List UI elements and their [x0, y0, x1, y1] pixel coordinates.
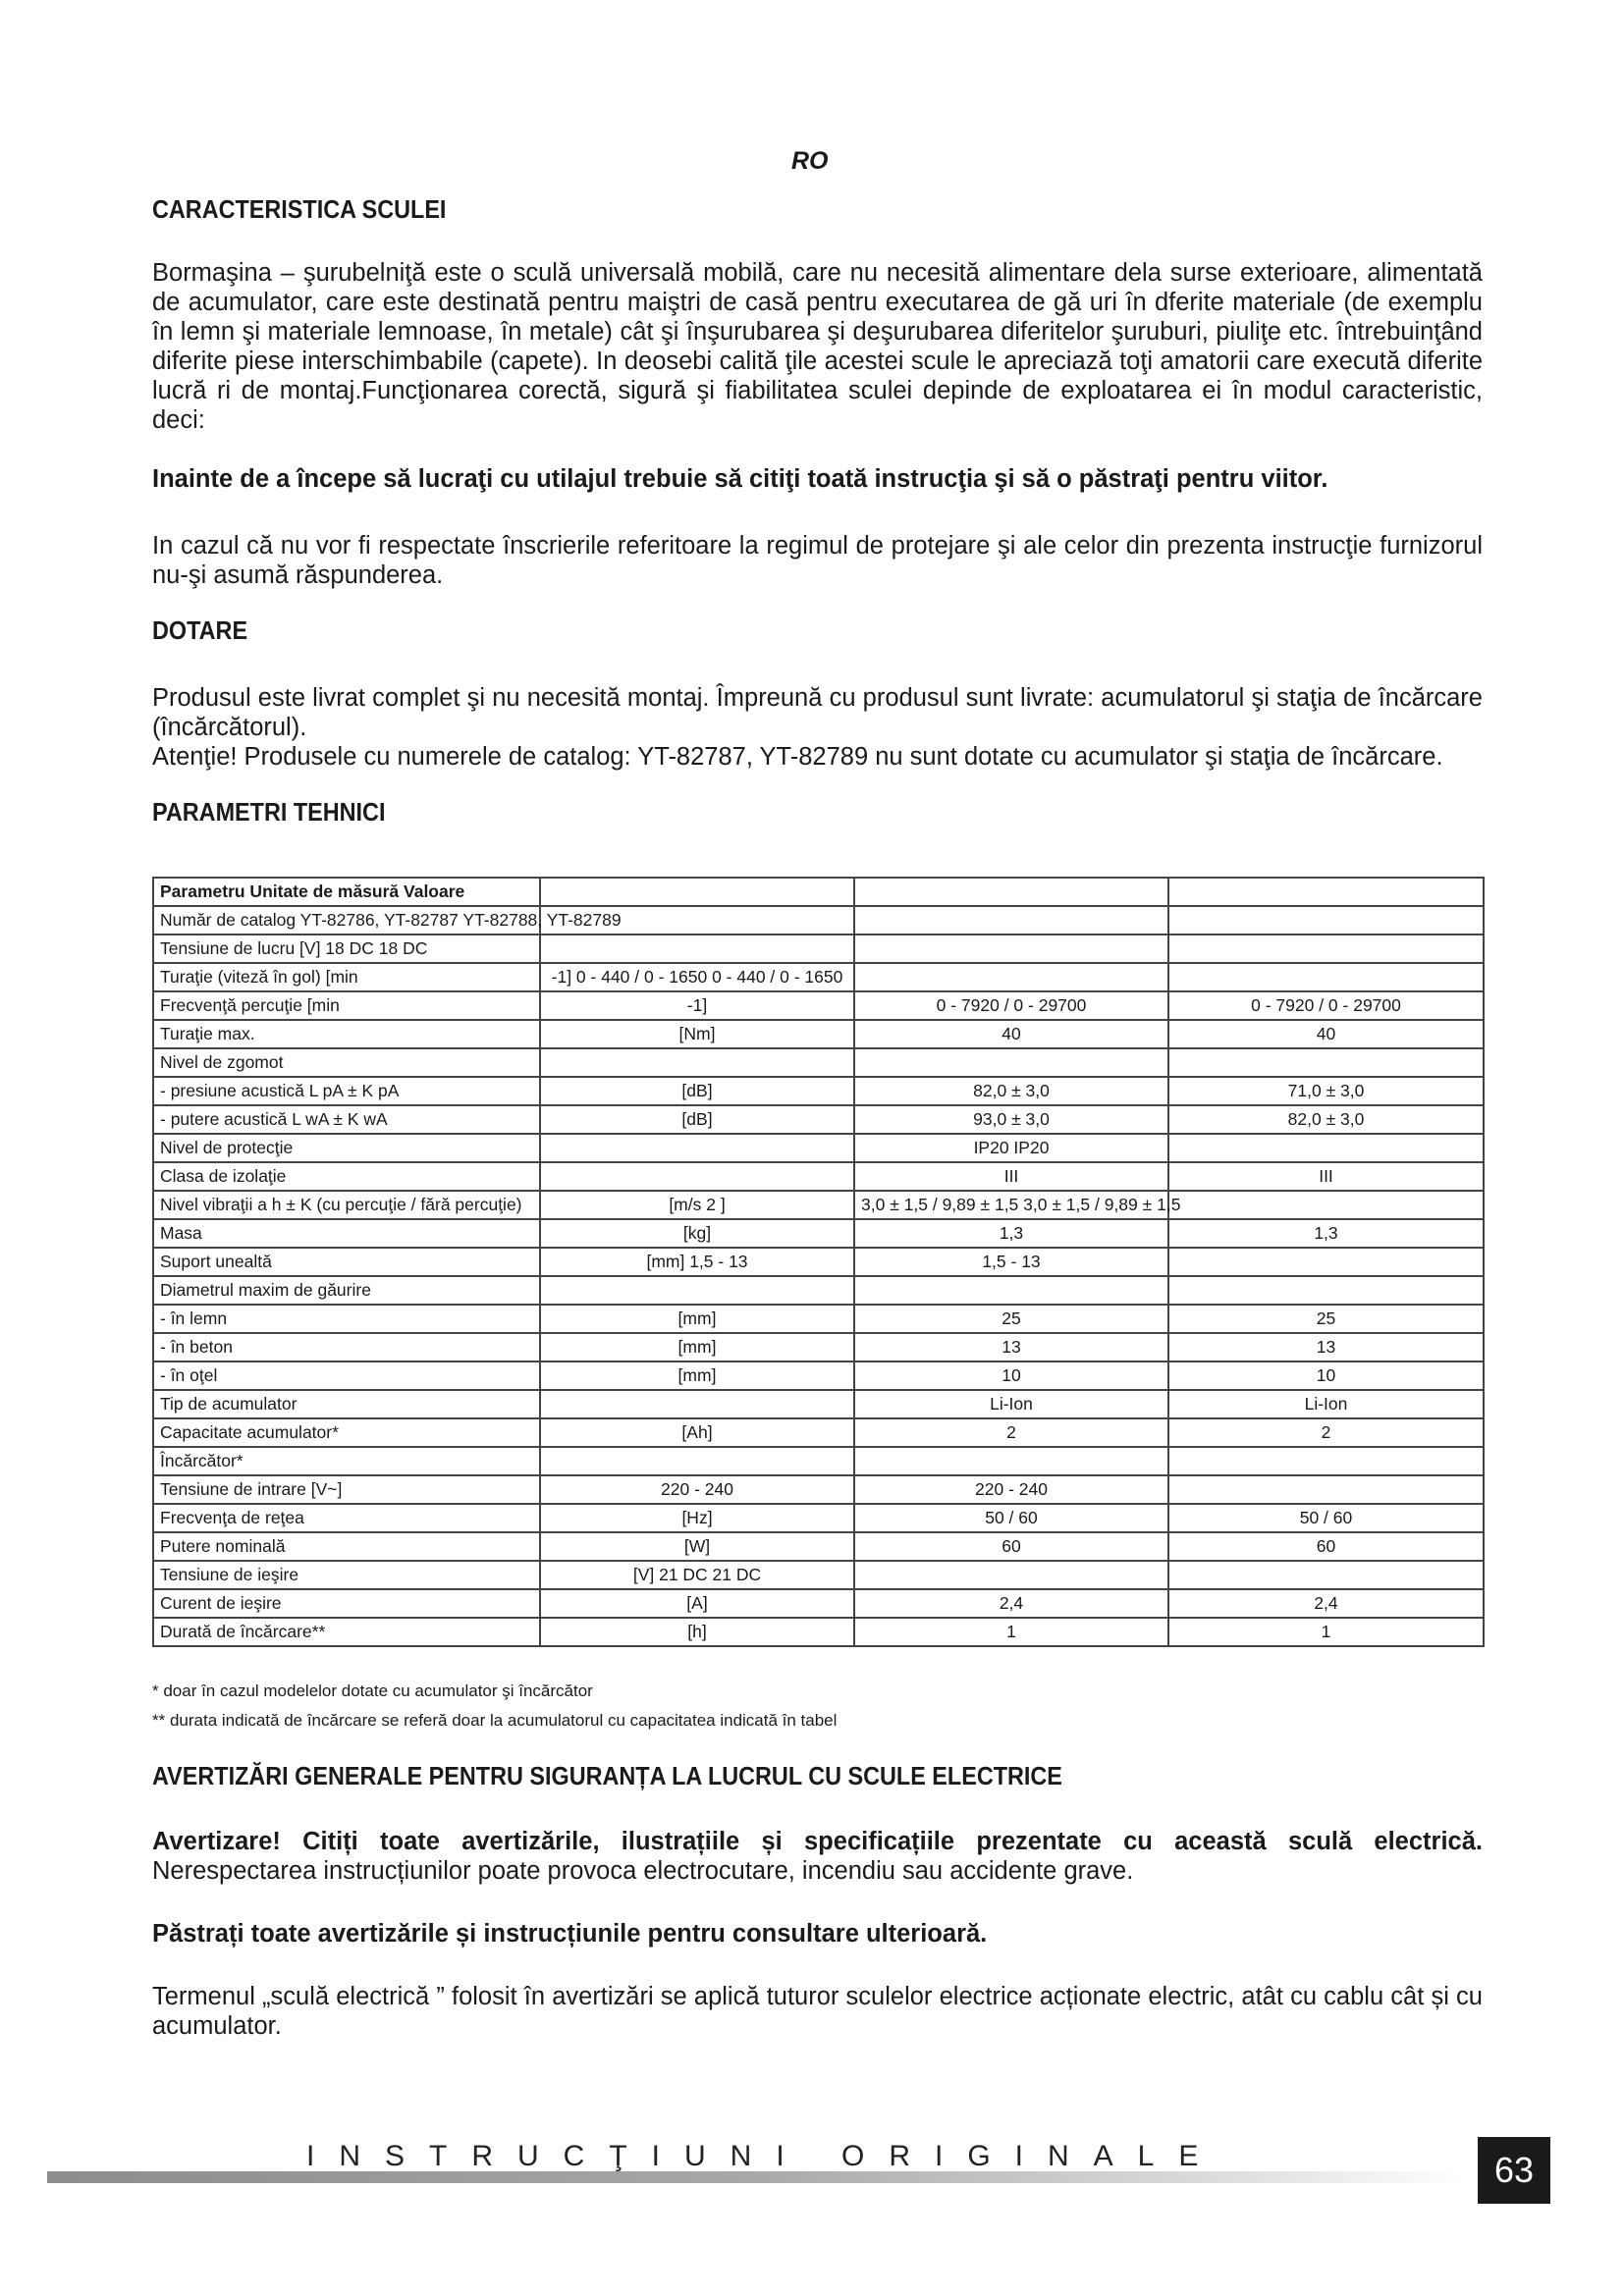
table-cell: [W] — [540, 1532, 854, 1561]
safety-warning — [152, 1827, 1483, 1886]
table-cell: 60 — [854, 1532, 1168, 1561]
table-cell: 2,4 — [854, 1589, 1168, 1618]
table-cell: -1] — [540, 991, 854, 1020]
table-cell: Diametrul maxim de găurire — [153, 1276, 540, 1305]
table-cell: 1 — [1168, 1618, 1484, 1646]
table-cell: 2,4 — [1168, 1589, 1484, 1618]
table-cell: 50 / 60 — [1168, 1504, 1484, 1532]
read-instructions-warning: Inainte de a începe să lucraţi cu utilajul trebuie să citiţi toată instrucţia şi să o păstraţi pentru viitor. — [152, 465, 1328, 493]
table-cell: [V] 21 DC 21 DC — [540, 1561, 854, 1589]
table-row — [153, 1305, 1484, 1333]
table-cell: Încărcător* — [153, 1447, 540, 1475]
table-cell — [540, 1447, 854, 1475]
table-row — [153, 1561, 1484, 1589]
table-cell: 220 - 240 — [854, 1475, 1168, 1504]
safety-warning-rest: Nerespectarea instrucțiunilor poate provoca electrocutare, incendiu sau accidente grave. — [152, 1857, 1134, 1885]
table-cell: 40 — [1168, 1020, 1484, 1048]
table-cell: 1,5 - 13 — [854, 1248, 1168, 1276]
table-row — [153, 1048, 1484, 1077]
table-cell — [854, 1276, 1168, 1305]
table-cell: IP20 IP20 — [854, 1134, 1168, 1162]
table-cell — [854, 878, 1168, 906]
table-row — [153, 1447, 1484, 1475]
table-cell: Număr de catalog YT-82786, YT-82787 YT-82788, YT-82789 — [153, 906, 540, 934]
table-row — [153, 1589, 1484, 1618]
table-cell — [540, 1162, 854, 1191]
table-row — [153, 1362, 1484, 1390]
table-cell: 93,0 ± 3,0 — [854, 1105, 1168, 1134]
table-cell: Tensiune de intrare [V~] — [153, 1475, 540, 1504]
table-row — [153, 1618, 1484, 1646]
table-cell: Li-Ion — [854, 1390, 1168, 1418]
table-cell — [1168, 1048, 1484, 1077]
table-cell — [1168, 1447, 1484, 1475]
table-cell: [mm] — [540, 1305, 854, 1333]
table-cell — [1168, 1134, 1484, 1162]
table-cell: Nivel vibraţii a h ± K (cu percuţie / fără percuţie) — [153, 1191, 540, 1219]
note-charging-time: ** durata indicată de încărcare se referă doar la acumulatorul cu capacitatea indicată în tabel — [152, 1711, 838, 1730]
table-row — [153, 1219, 1484, 1248]
table-row — [153, 963, 1484, 991]
table-cell — [540, 878, 854, 906]
heading-caracteristica: CARACTERISTICA SCULEI — [152, 194, 447, 224]
table-row — [153, 1390, 1484, 1418]
table-cell: [Ah] — [540, 1418, 854, 1447]
table-cell: - în lemn — [153, 1305, 540, 1333]
table-cell: [mm] 1,5 - 13 — [540, 1248, 854, 1276]
table-cell — [854, 963, 1168, 991]
table-cell: [kg] — [540, 1219, 854, 1248]
table-row — [153, 1276, 1484, 1305]
table-cell — [1168, 1191, 1484, 1219]
table-cell: 1,3 — [1168, 1219, 1484, 1248]
table-row — [153, 1418, 1484, 1447]
table-cell: [A] — [540, 1589, 854, 1618]
table-cell: Suport unealtă — [153, 1248, 540, 1276]
table-cell: Durată de încărcare** — [153, 1618, 540, 1646]
table-cell: Parametru Unitate de măsură Valoare — [153, 878, 540, 906]
table-cell: Nivel de zgomot — [153, 1048, 540, 1077]
table-cell: - în beton — [153, 1333, 540, 1362]
table-cell: Frecvenţă percuţie [min — [153, 991, 540, 1020]
table-row — [153, 1191, 1484, 1219]
table-cell — [540, 1134, 854, 1162]
table-row — [153, 1504, 1484, 1532]
table-cell: 82,0 ± 3,0 — [1168, 1105, 1484, 1134]
table-row — [153, 1248, 1484, 1276]
table-cell — [1168, 906, 1484, 934]
table-cell — [1168, 934, 1484, 963]
table-cell: 0 - 7920 / 0 - 29700 — [1168, 991, 1484, 1020]
dotare-paragraph: Produsul este livrat complet şi nu necesită montaj. Împreună cu produsul sunt livrate: acumulatorul şi staţia de încărcare (încărcătorul). — [152, 684, 1483, 741]
table-cell: 13 — [1168, 1333, 1484, 1362]
table-cell: 1,3 — [854, 1219, 1168, 1248]
table-cell: 25 — [1168, 1305, 1484, 1333]
table-row — [153, 1105, 1484, 1134]
table-row — [153, 1532, 1484, 1561]
table-cell: Capacitate acumulator* — [153, 1418, 540, 1447]
table-cell: 60 — [1168, 1532, 1484, 1561]
table-cell — [1168, 963, 1484, 991]
table-cell: Turaţie (viteză în gol) [min — [153, 963, 540, 991]
table-cell: 2 — [1168, 1418, 1484, 1447]
table-cell: 40 — [854, 1020, 1168, 1048]
footer-title: INSTRUCŢIUNI ORIGINALE — [306, 2140, 1223, 2172]
table-cell: 25 — [854, 1305, 1168, 1333]
table-cell: 1 — [854, 1618, 1168, 1646]
table-cell: Tensiune de ieşire — [153, 1561, 540, 1589]
table-cell: [mm] — [540, 1333, 854, 1362]
table-cell — [854, 906, 1168, 934]
table-row — [153, 991, 1484, 1020]
table-cell: 10 — [1168, 1362, 1484, 1390]
table-cell — [540, 1390, 854, 1418]
table-cell: Tip de acumulator — [153, 1390, 540, 1418]
table-cell: 0 - 7920 / 0 - 29700 — [854, 991, 1168, 1020]
table-cell: 2 — [854, 1418, 1168, 1447]
heading-parametri: PARAMETRI TEHNICI — [152, 797, 386, 827]
table-cell — [540, 934, 854, 963]
dotare-attention: Atenţie! Produsele cu numerele de catalog: YT-82787, YT-82789 nu sunt dotate cu acumulator şi staţia de încărcare. — [152, 743, 1443, 771]
table-cell: - în oţel — [153, 1362, 540, 1390]
table-row — [153, 1134, 1484, 1162]
table-cell — [1168, 1276, 1484, 1305]
table-row — [153, 878, 1484, 906]
table-cell — [854, 1048, 1168, 1077]
table-row — [153, 1162, 1484, 1191]
table-cell — [540, 1048, 854, 1077]
table-cell — [1168, 1561, 1484, 1589]
table-row — [153, 1020, 1484, 1048]
table-row — [153, 1077, 1484, 1105]
table-cell: [dB] — [540, 1105, 854, 1134]
table-cell: [Nm] — [540, 1020, 854, 1048]
table-cell — [1168, 1475, 1484, 1504]
table-row — [153, 906, 1484, 934]
technical-parameters-table — [152, 877, 1485, 1647]
table-cell — [854, 1447, 1168, 1475]
table-cell: - putere acustică L wA ± K wA — [153, 1105, 540, 1134]
table-cell: [h] — [540, 1618, 854, 1646]
heading-dotare: DOTARE — [152, 615, 248, 645]
table-cell: [dB] — [540, 1077, 854, 1105]
table-cell: Clasa de izolaţie — [153, 1162, 540, 1191]
table-cell: Putere nominală — [153, 1532, 540, 1561]
table-cell: - presiune acustică L pA ± K pA — [153, 1077, 540, 1105]
table-cell: Masa — [153, 1219, 540, 1248]
language-code: RO — [791, 147, 829, 175]
table-cell: 220 - 240 — [540, 1475, 854, 1504]
table-cell — [1168, 878, 1484, 906]
table-cell: 71,0 ± 3,0 — [1168, 1077, 1484, 1105]
power-tool-term: Termenul „sculă electrică ” folosit în avertizări se aplică tuturor sculelor electrice acționate electric, atât cu cablu cât și cu acumulator. — [152, 1983, 1483, 2040]
table-cell: Frecvenţa de reţea — [153, 1504, 540, 1532]
table-cell: 50 / 60 — [854, 1504, 1168, 1532]
table-cell: Nivel de protecţie — [153, 1134, 540, 1162]
heading-safety: AVERTIZĂRI GENERALE PENTRU SIGURANȚA LA LUCRUL CU SCULE ELECTRICE — [152, 1761, 1062, 1790]
table-row — [153, 934, 1484, 963]
table-cell — [1168, 1248, 1484, 1276]
table-cell: 13 — [854, 1333, 1168, 1362]
table-cell: Li-Ion — [1168, 1390, 1484, 1418]
table-cell: Tensiune de lucru [V] 18 DC 18 DC — [153, 934, 540, 963]
table-cell: [m/s 2 ] — [540, 1191, 854, 1219]
table-cell: Curent de ieşire — [153, 1589, 540, 1618]
table-cell: 82,0 ± 3,0 — [854, 1077, 1168, 1105]
table-cell: [mm] — [540, 1362, 854, 1390]
table-cell — [854, 934, 1168, 963]
table-row — [153, 1475, 1484, 1504]
table-cell: III — [854, 1162, 1168, 1191]
table-notes — [152, 1677, 1483, 1735]
table-cell: [Hz] — [540, 1504, 854, 1532]
responsibility-paragraph: In cazul că nu vor fi respectate înscrierile referitoare la regimul de protejare şi ale celor din prezenta instrucţie furnizorul nu-şi asumă răspunderea. — [152, 532, 1483, 589]
table-cell — [854, 1561, 1168, 1589]
table-cell: 3,0 ± 1,5 / 9,89 ± 1,5 3,0 ± 1,5 / 9,89 ± 1,5 — [854, 1191, 1168, 1219]
table-cell: 10 — [854, 1362, 1168, 1390]
page-content — [152, 192, 1483, 2041]
table-cell: -1] 0 - 440 / 0 - 1650 0 - 440 / 0 - 1650 — [540, 963, 854, 991]
note-accumulator: * doar în cazul modelelor dotate cu acumulator şi încărcător — [152, 1682, 593, 1700]
table-cell: III — [1168, 1162, 1484, 1191]
table-row — [153, 1333, 1484, 1362]
page-number: 63 — [1478, 2137, 1550, 2204]
intro-paragraph: Bormaşina – şurubelniţă este o sculă universală mobilă, care nu necesită alimentare dela surse exterioare, alimentată de acumulator, care este destinată pentru maiştri de casă pentru executarea de gă uri în dferite materiale (de exemplu în lemn şi materiale lemnoase, în metale) cât şi înşurubarea şi deşurubarea diferitelor şuruburi, piuliţe etc. întrebuinţând diferite piese interschimbabile (capete). In deosebi calită ţile acestei scule le apreciază toţi amatorii care execută diferite lucră ri de montaj.Funcţionarea corectă, sigură şi fiabilitatea sculei depinde de exploatarea ei în modul caracteristic, deci: — [152, 259, 1483, 434]
keep-instructions: Păstrați toate avertizările și instrucțiunile pentru consultare ulterioară. — [152, 1920, 988, 1948]
table-cell: Turaţie max. — [153, 1020, 540, 1048]
table-cell — [540, 1276, 854, 1305]
safety-warning-bold: Avertizare! Citiți toate avertizările, ilustrațiile și specificațiile prezentate cu această sculă electrică. — [152, 1828, 1483, 1855]
